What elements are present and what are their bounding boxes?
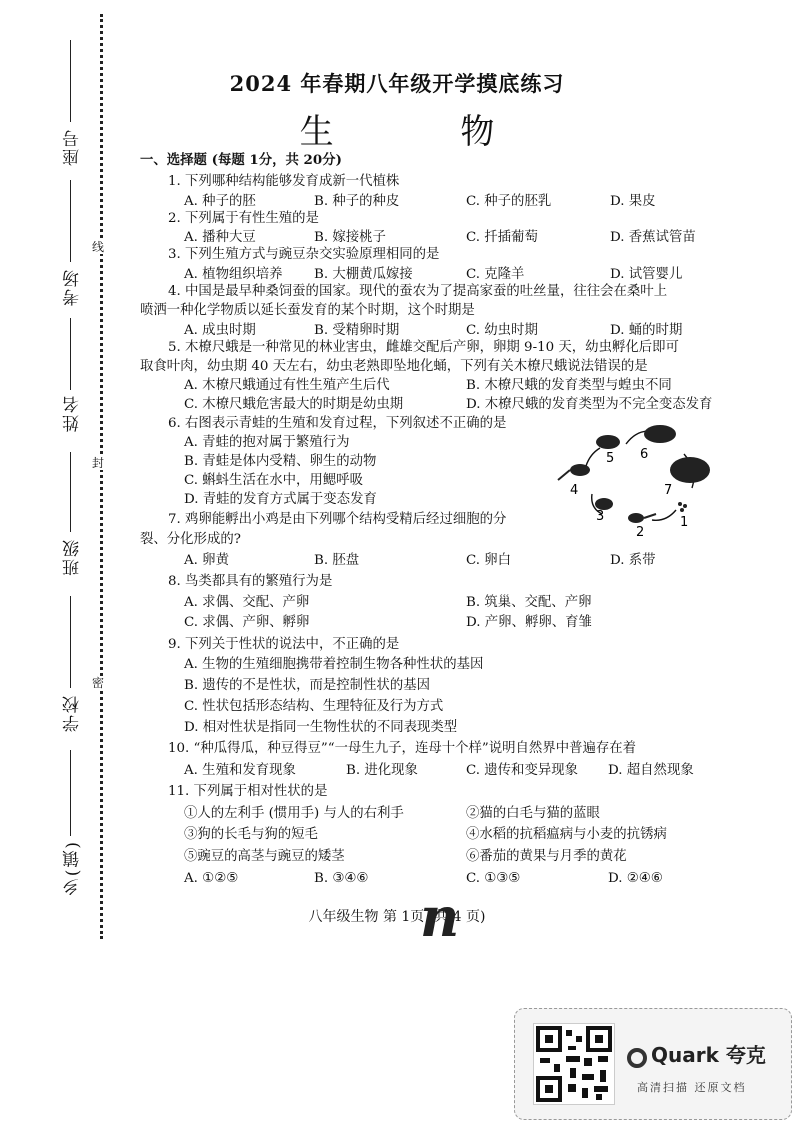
qr-module	[596, 1094, 602, 1100]
option-d: D. 青蛙的发育方式属于变态发育	[184, 492, 377, 507]
qr-module	[540, 1058, 550, 1063]
option-a: A. 求偶、交配、产卵	[184, 595, 310, 610]
option-b: B. 进化现象	[346, 763, 418, 778]
egg-dot	[678, 502, 682, 506]
froglet-tail	[558, 470, 570, 480]
question-stem-cont: 喷洒一种化学物质以延长蚕发育的某个时期，这个时期是	[140, 303, 475, 318]
quark-brand-name: Quark 夸克	[651, 1043, 766, 1067]
option-d: D. 产卵、孵卵、育雏	[466, 615, 592, 630]
option-a: A. 生物的生殖细胞携带着控制生物各种性状的基因	[184, 657, 484, 672]
option-d: D. 木橑尺蛾的发育类型为不完全变态发育	[466, 397, 713, 412]
option-b: B. 木橑尺蛾的发育类型与蝗虫不同	[466, 378, 672, 393]
qr-code-graphic	[534, 1024, 614, 1104]
question-stem: 6. 右图表示青蛙的生殖和发育过程，下列叙述不正确的是	[168, 416, 507, 431]
question-stem: 3. 下列生殖方式与豌豆杂交实验原理相同的是	[168, 247, 440, 262]
question-stem: 11. 下列属于相对性状的是	[168, 784, 328, 799]
option-d: D. 系带	[610, 553, 656, 568]
stage-label: 6	[640, 447, 649, 462]
egg-dot	[680, 508, 684, 512]
option-d: D. 超自然现象	[608, 763, 694, 778]
statement-item: ②猫的白毛与猫的蓝眼	[466, 806, 600, 821]
option-a: A. 木橑尺蛾通过有性生殖产生后代	[184, 378, 390, 393]
qr-module	[584, 1058, 592, 1066]
township-line	[70, 750, 71, 836]
qr-code-icon	[533, 1023, 615, 1105]
option-b: B. 嫁接桃子	[314, 230, 386, 245]
egg-dot	[683, 504, 687, 508]
option-c: C. 扦插葡萄	[466, 230, 538, 245]
option-c: C. 求偶、产卵、孵卵	[184, 615, 310, 630]
name-label: 姓名	[63, 394, 83, 432]
qr-module	[576, 1036, 582, 1042]
option-b: B. 遗传的不是性状，而是控制性状的基因	[184, 678, 430, 693]
option-d: D. 香蕉试管苗	[610, 230, 696, 245]
young-frog-stage	[596, 435, 620, 449]
adult-frog-stage	[644, 425, 676, 443]
qr-finder-center	[545, 1085, 553, 1093]
option-a: A. 播种大豆	[184, 230, 256, 245]
option-b: B. 筑巢、交配、产卵	[466, 595, 592, 610]
option-b: B. 种子的种皮	[314, 194, 400, 209]
seat-number-label: 座号	[63, 128, 83, 166]
option-c: C. 遗传和变异现象	[466, 763, 579, 778]
option-d: D. 试管婴儿	[610, 267, 683, 282]
qr-module	[570, 1068, 576, 1078]
stage-label: 3	[596, 509, 605, 524]
option-c: C. 克隆羊	[466, 267, 525, 282]
qr-module	[582, 1088, 588, 1098]
question-stem-cont: 裂、分化形成的?	[140, 532, 241, 547]
option-a: A. 青蛙的抱对属于繁殖行为	[184, 435, 350, 450]
option-b: B. 大棚黄瓜嫁接	[314, 267, 413, 282]
exam-room-label: 考场	[63, 268, 83, 306]
option-a: A. ①②⑤	[184, 871, 239, 886]
qr-module	[568, 1046, 576, 1050]
question-stem-cont: 取食叶肉，幼虫期 40 天左右，幼虫老熟即坠地化蛹，下列有关木橑尺蛾说法错误的是	[140, 359, 648, 374]
option-a: A. 植物组织培养	[184, 267, 283, 282]
statement-item: ③狗的长毛与狗的短毛	[184, 827, 318, 842]
question-stem: 4. 中国是最早种桑饲蚕的国家。现代的蚕农为了提高家蚕的吐丝量，往往会在桑叶上	[168, 284, 668, 299]
option-c: C. 幼虫时期	[466, 323, 538, 338]
qr-module	[600, 1070, 606, 1082]
option-a: A. 种子的胚	[184, 194, 256, 209]
option-c: C. 木橑尺蛾危害最大的时期是幼虫期	[184, 397, 404, 412]
qr-module	[594, 1086, 608, 1092]
stage-label: 2	[636, 525, 645, 538]
quark-logo	[627, 1039, 766, 1068]
subject-title: 生 物	[299, 112, 553, 152]
quark-scan-card[interactable]	[514, 1008, 792, 1120]
mating-frogs-stage	[670, 457, 710, 483]
name-line	[70, 318, 71, 390]
township-label: 乡(镇)	[63, 840, 83, 896]
qr-module	[554, 1064, 560, 1072]
statement-item: ⑤豌豆的高茎与豌豆的矮茎	[184, 849, 345, 864]
stage-label: 4	[570, 483, 579, 498]
stage-label: 5	[606, 451, 615, 466]
question-stem: 1. 下列哪种结构能够发育成新一代植株	[168, 174, 400, 189]
quark-logo-icon	[627, 1048, 647, 1068]
page-footer: 八年级生物 第 1页 (共 4 页)	[308, 909, 486, 925]
qr-module	[598, 1056, 608, 1062]
option-a: A. 卵黄	[184, 553, 229, 568]
quark-tagline: 高清扫描 还原文档	[637, 1081, 747, 1094]
qr-finder-center	[595, 1035, 603, 1043]
exam-room-line	[70, 180, 71, 262]
qr-finder-center	[545, 1035, 553, 1043]
option-a: A. 生殖和发育现象	[184, 763, 296, 778]
frog-cycle-drawing	[556, 418, 716, 538]
cycle-arrow	[586, 448, 600, 466]
question-stem: 7. 鸡卵能孵出小鸡是由下列哪个结构受精后经过细胞的分	[168, 512, 507, 527]
option-d: D. 相对性状是指同一生物性状的不同表现类型	[184, 720, 458, 735]
binding-mark-mi: 密	[92, 676, 105, 690]
qr-module	[568, 1084, 576, 1092]
tadpole-stage	[628, 513, 644, 523]
tadpole-tail	[644, 514, 656, 518]
question-stem: 10. “种瓜得瓜，种豆得豆”“一母生九子，连母十个样”说明自然界中普遍存在着	[168, 741, 637, 756]
option-c: C. 蝌蚪生活在水中，用鳃呼吸	[184, 473, 363, 488]
handwritten-stamp-mark: n	[420, 885, 460, 949]
class-line	[70, 452, 71, 532]
option-c: C. 卵白	[466, 553, 512, 568]
frog-life-cycle-figure	[556, 418, 716, 538]
option-b: B. 受精卵时期	[314, 323, 400, 338]
exam-title: 2024 年春期八年级开学摸底练习	[229, 71, 565, 96]
option-c: C. 性状包括形态结构、生理特征及行为方式	[184, 699, 444, 714]
option-d: D. 蛹的时期	[610, 323, 683, 338]
froglet-stage	[570, 464, 590, 476]
class-label: 班级	[63, 538, 83, 576]
question-stem: 2. 下列属于有性生殖的是	[168, 211, 319, 226]
question-stem: 8. 鸟类都具有的繁殖行为是	[168, 574, 333, 589]
option-b: B. 青蛙是体内受精、卵生的动物	[184, 454, 377, 469]
stage-label: 1	[680, 515, 689, 530]
qr-module	[582, 1074, 594, 1080]
option-c: C. ①③⑤	[466, 871, 521, 886]
school-label: 学校	[63, 694, 83, 732]
option-d: D. ②④⑥	[608, 871, 663, 886]
option-d: D. 果皮	[610, 194, 656, 209]
section-heading: 一、选择题 (每题 1分，共 20分)	[140, 152, 342, 168]
statement-item: ①人的左利手 (惯用手) 与人的右利手	[184, 806, 404, 821]
qr-module	[566, 1056, 580, 1062]
statement-item: ⑥番茄的黄果与月季的黄花	[466, 849, 627, 864]
option-a: A. 成虫时期	[184, 323, 256, 338]
option-b: B. ③④⑥	[314, 871, 369, 886]
statement-item: ④水稻的抗稻瘟病与小麦的抗锈病	[466, 827, 667, 842]
qr-module	[566, 1030, 572, 1036]
option-c: C. 种子的胚乳	[466, 194, 552, 209]
school-line	[70, 596, 71, 688]
binding-mark-xian: 线	[92, 240, 105, 254]
question-stem: 9. 下列关于性状的说法中，不正确的是	[168, 637, 400, 652]
stage-label: 7	[664, 483, 673, 498]
option-b: B. 胚盘	[314, 553, 360, 568]
binding-mark-feng: 封	[92, 456, 105, 470]
question-stem: 5. 木橑尺蛾是一种常见的林业害虫，雌雄交配后产卵，卵期 9-10 天，幼虫孵化后即可	[168, 340, 679, 355]
